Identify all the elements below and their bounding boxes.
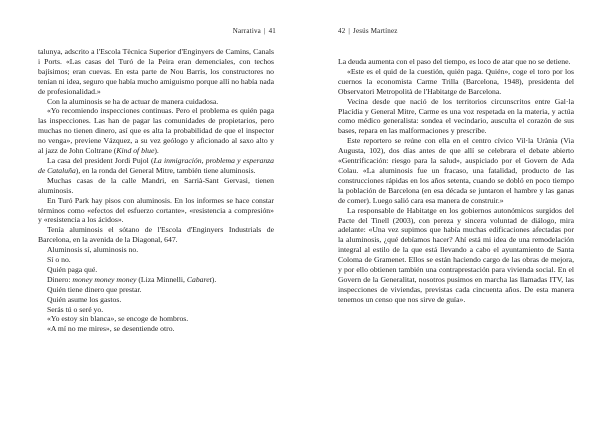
page-number: 42 (338, 27, 346, 35)
dialogue-line: Quién paga qué. (47, 264, 98, 274)
header-author: Narrativa (232, 27, 261, 35)
dialogue-line: «Yo estoy sin blanca», se encoge de hombros. (47, 314, 189, 324)
paragraph: «Yo recomiendo inspecciones continuas. Pero el problema es quién paga las inspecciones. Las han de pagar las comunidades de propietarios, pero muchas no tienen dinero, así que es alta la probabilidad de que el inspector no venga», previene Vázquez, a su vez geólogo y aficionado al saxo alto y al jazz de John Coltrane (Kind of blue). (38, 106, 274, 156)
page-number: 41 (268, 27, 276, 35)
paragraph: La deuda aumenta con el paso del tiempo, es loco de atar que no se detiene. (338, 57, 571, 66)
paragraph: La casa del president Jordi Pujol (La inmigración, problema y esperanza de Cataluña), en la ronda del General Mitre, también tiene aluminosis. (38, 155, 275, 175)
paragraph: En Turó Park hay pisos con aluminosis. En los informes se hace constar términos como «efectos del esfuerzo cortante», «resistencia a compresión» y «resistencia a los ácidos». (38, 195, 274, 225)
paragraph: Con la aluminosis se ha de actuar de manera cuidadosa. (47, 96, 219, 106)
paragraph: «Este es el quid de la cuestión, quién paga. Quién», coge el toro por los cuernos la economista Carme Trilla (Barcelona, 1948), presidenta del Observatori Metropolità de l'Habitatge de Barcelona. (338, 66, 574, 96)
running-header-left (233, 27, 276, 35)
right-page (300, 0, 600, 425)
dialogue-line: Quién tiene dinero que prestar. (47, 284, 142, 294)
header-separator: | (348, 27, 351, 35)
paragraph: La responsable de Habitatge en los gobiernos autonómicos surgidos del Pacte del Tinell (2003), con pereza y sincera voluntad de diálogo, mira adelante: «Una vez supimos que había muchas edificaciones afectadas por la aluminosis, ¿qué debíamos hacer? Ahí está mi idea de una remodelación integral al estilo de la que está llevando a cabo el ayuntamiento de Santa Coloma de Gramenet. Ellos se están haciendo cargo de las obras de mejora, y por ello obtienen también una contraprestación para vivienda social. En el Govern de la Generalitat, nosotros pusimos en marcha las llamadas ITV, las inspecciones de viviendas, previstas cada cincuenta años. De esta manera tenemos un censo que nos sirve de guía». (338, 205, 574, 304)
dialogue-line: Serás tú o seré yo. (47, 304, 104, 314)
dialogue-line: Aluminosis sí, aluminosis no. (47, 245, 139, 255)
paragraph: talunya, adscrito a l'Escola Tècnica Superior d'Enginyers de Camins, Canals i Ports. «Las casas del Turó de la Peira eran demenciales, con techos bajísimos; eran cuevas. En esta parte de Nou Barris, los constructores no tenían ni idea, seguro que había mucho amiguismo porque allí no había nada de profesionalidad.» (38, 47, 274, 96)
dialogue-line: Dinero: money money money (Liza Minnelli, Cabaret). (47, 274, 217, 284)
paragraph: Vecina desde que nació de los territorios circunscritos entre Gal·la Placídia y General Mitre, Carme es una voz respetada en la materia, y actúa como médico generalista: sondea el vecindario, ausculta el corazón de sus bases, repara en las malformaciones y prescribe. (338, 96, 574, 136)
paragraph: Muchas casas de la calle Mandri, en Sarrià-Sant Gervasi, tienen aluminosis. (38, 175, 274, 195)
right-page-body (338, 57, 574, 305)
dialogue-line: Quién asume los gastos. (47, 294, 122, 304)
header-separator: | (263, 27, 266, 35)
header-author: Jesús Martínez (353, 27, 398, 35)
paragraph: Este reportero se reúne con ella en el centro cívico Vil·la Urània (Via Augusta, 102), dos días antes de que allí se celebrara el debate abierto «Gentrificación: riesgo para la salud», auspiciado por el Govern de Ada Colau. «La aluminosis fue un fracaso, una fatalidad, producto de las construcciones rápidas en los años setenta, cuando se dobló en poco tiempo la población de Barcelona (en esa década se juntaron el hambre y las ganas de comer). Luego salió cara esa manera de construir.» (338, 136, 574, 205)
running-header-right (338, 27, 398, 35)
paragraph: Tenía aluminosis el sótano de l'Escola d'Enginyers Industrials de Barcelona, en la avenida de la Diagonal, 647. (38, 225, 274, 245)
left-page-body (38, 47, 274, 334)
dialogue-line: Sí o no. (47, 255, 71, 265)
dialogue-line: «A mí no me mires», se desentiende otro. (47, 324, 175, 334)
